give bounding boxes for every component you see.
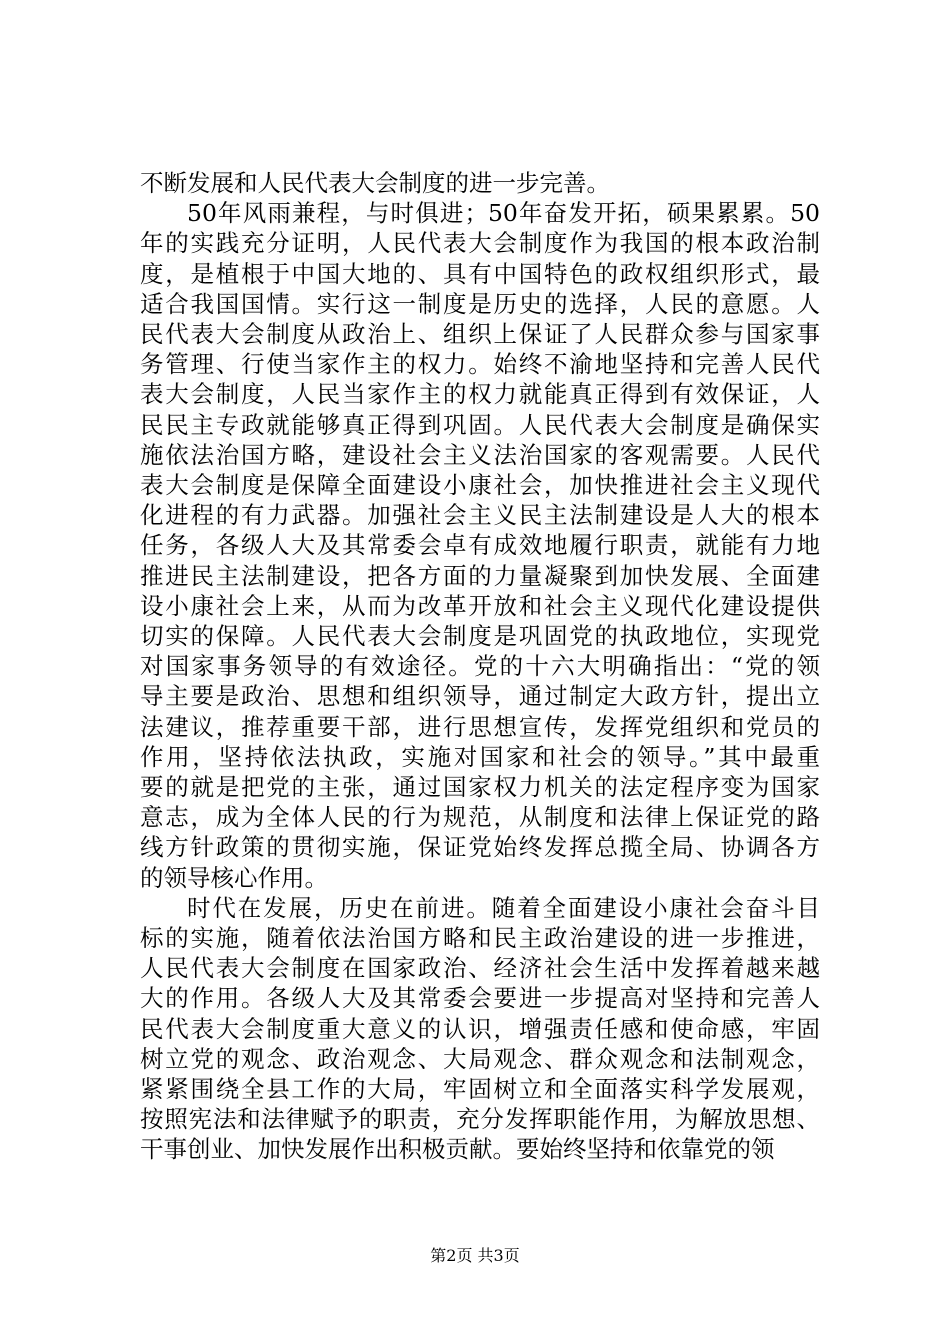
paragraph-line: 民代表大会制度重大意义的认识，增强责任感和使命感，牢固 bbox=[140, 1014, 820, 1043]
paragraph-line: 表大会制度是保障全面建设小康社会，加快推进社会主义现代 bbox=[140, 471, 820, 499]
paragraph-line: 任务，各级人大及其常委会卓有成效地履行职责，就能有力地 bbox=[140, 531, 820, 560]
paragraph-line: 树立党的观念、政治观念、大局观念、群众观念和法制观念， bbox=[140, 1044, 820, 1073]
paragraph-line: 标的实施，随着依法治国方略和民主政治建设的进一步推进， bbox=[140, 924, 820, 952]
paragraph-line: 的领导核心作用。 bbox=[140, 863, 328, 892]
paragraph-line: 线方针政策的贯彻实施，保证党始终发挥总揽全局、协调各方 bbox=[140, 833, 820, 862]
paragraph-line: 作用，坚持依法执政，实施对国家和社会的领导。”其中最重 bbox=[140, 742, 820, 771]
paragraph-line: 化进程的有力武器。加强社会主义民主法制建设是人大的根本 bbox=[140, 501, 820, 530]
paragraph-line: 民代表大会制度从政治上、组织上保证了人民群众参与国家事 bbox=[140, 320, 820, 348]
paragraph-line: 年的实践充分证明，人民代表大会制度作为我国的根本政治制 bbox=[140, 229, 820, 258]
paragraph-line: 意志，成为全体人民的行为规范，从制度和法律上保证党的路 bbox=[140, 803, 820, 832]
paragraph-line: 法建议，推荐重要干部，进行思想宣传，发挥党组织和党员的 bbox=[140, 712, 820, 741]
paragraph-line: 干事创业、加快发展作出积极贡献。要始终坚持和依靠党的领 bbox=[140, 1135, 775, 1164]
paragraph-line: 紧紧围绕全县工作的大局，牢固树立和全面落实科学发展观， bbox=[140, 1075, 820, 1103]
paragraph-line: 设小康社会上来，从而为改革开放和社会主义现代化建设提供 bbox=[140, 591, 820, 620]
paragraph-line: 适合我国国情。实行这一制度是历史的选择，人民的意愿。人 bbox=[140, 289, 820, 318]
paragraph-line: 对国家事务领导的有效途径。党的十六大明确指出：“党的领 bbox=[140, 652, 820, 681]
paragraph-line: 民民主专政就能够真正得到巩固。人民代表大会制度是确保实 bbox=[140, 410, 820, 439]
paragraph-line: 按照宪法和法律赋予的职责，充分发挥职能作用，为解放思想、 bbox=[140, 1105, 820, 1134]
paragraph-line: 导主要是政治、思想和组织领导，通过制定大政方针，提出立 bbox=[140, 682, 820, 711]
paragraph-line: 人民代表大会制度在国家政治、经济社会生活中发挥着越来越 bbox=[140, 954, 820, 983]
paragraph-line: 时代在发展，历史在前进。随着全面建设小康社会奋斗目 bbox=[187, 893, 820, 922]
paragraph-line: 切实的保障。人民代表大会制度是巩固党的执政地位，实现党 bbox=[140, 622, 820, 650]
paragraph-line: 要的就是把党的主张，通过国家权力机关的法定程序变为国家 bbox=[140, 773, 820, 801]
paragraph-line: 务管理、行使当家作主的权力。始终不渝地坚持和完善人民代 bbox=[140, 350, 820, 379]
page-footer: 第2页 共3页 bbox=[430, 1246, 520, 1265]
paragraph-line: 度，是植根于中国大地的、具有中国特色的政权组织形式，最 bbox=[140, 259, 820, 288]
paragraph-line: 施依法治国方略，建设社会主义法治国家的客观需要。人民代 bbox=[140, 440, 820, 469]
paragraph-line: 50年风雨兼程，与时俱进；50年奋发开拓，硕果累累。50 bbox=[187, 199, 820, 228]
paragraph-line: 表大会制度，人民当家作主的权力就能真正得到有效保证，人 bbox=[140, 380, 820, 409]
paragraph-line: 推进民主法制建设，把各方面的力量凝聚到加快发展、全面建 bbox=[140, 561, 820, 590]
paragraph-line: 大的作用。各级人大及其常委会要进一步提高对坚持和完善人 bbox=[140, 984, 820, 1013]
paragraph-line: 不断发展和人民代表大会制度的进一步完善。 bbox=[140, 169, 610, 197]
